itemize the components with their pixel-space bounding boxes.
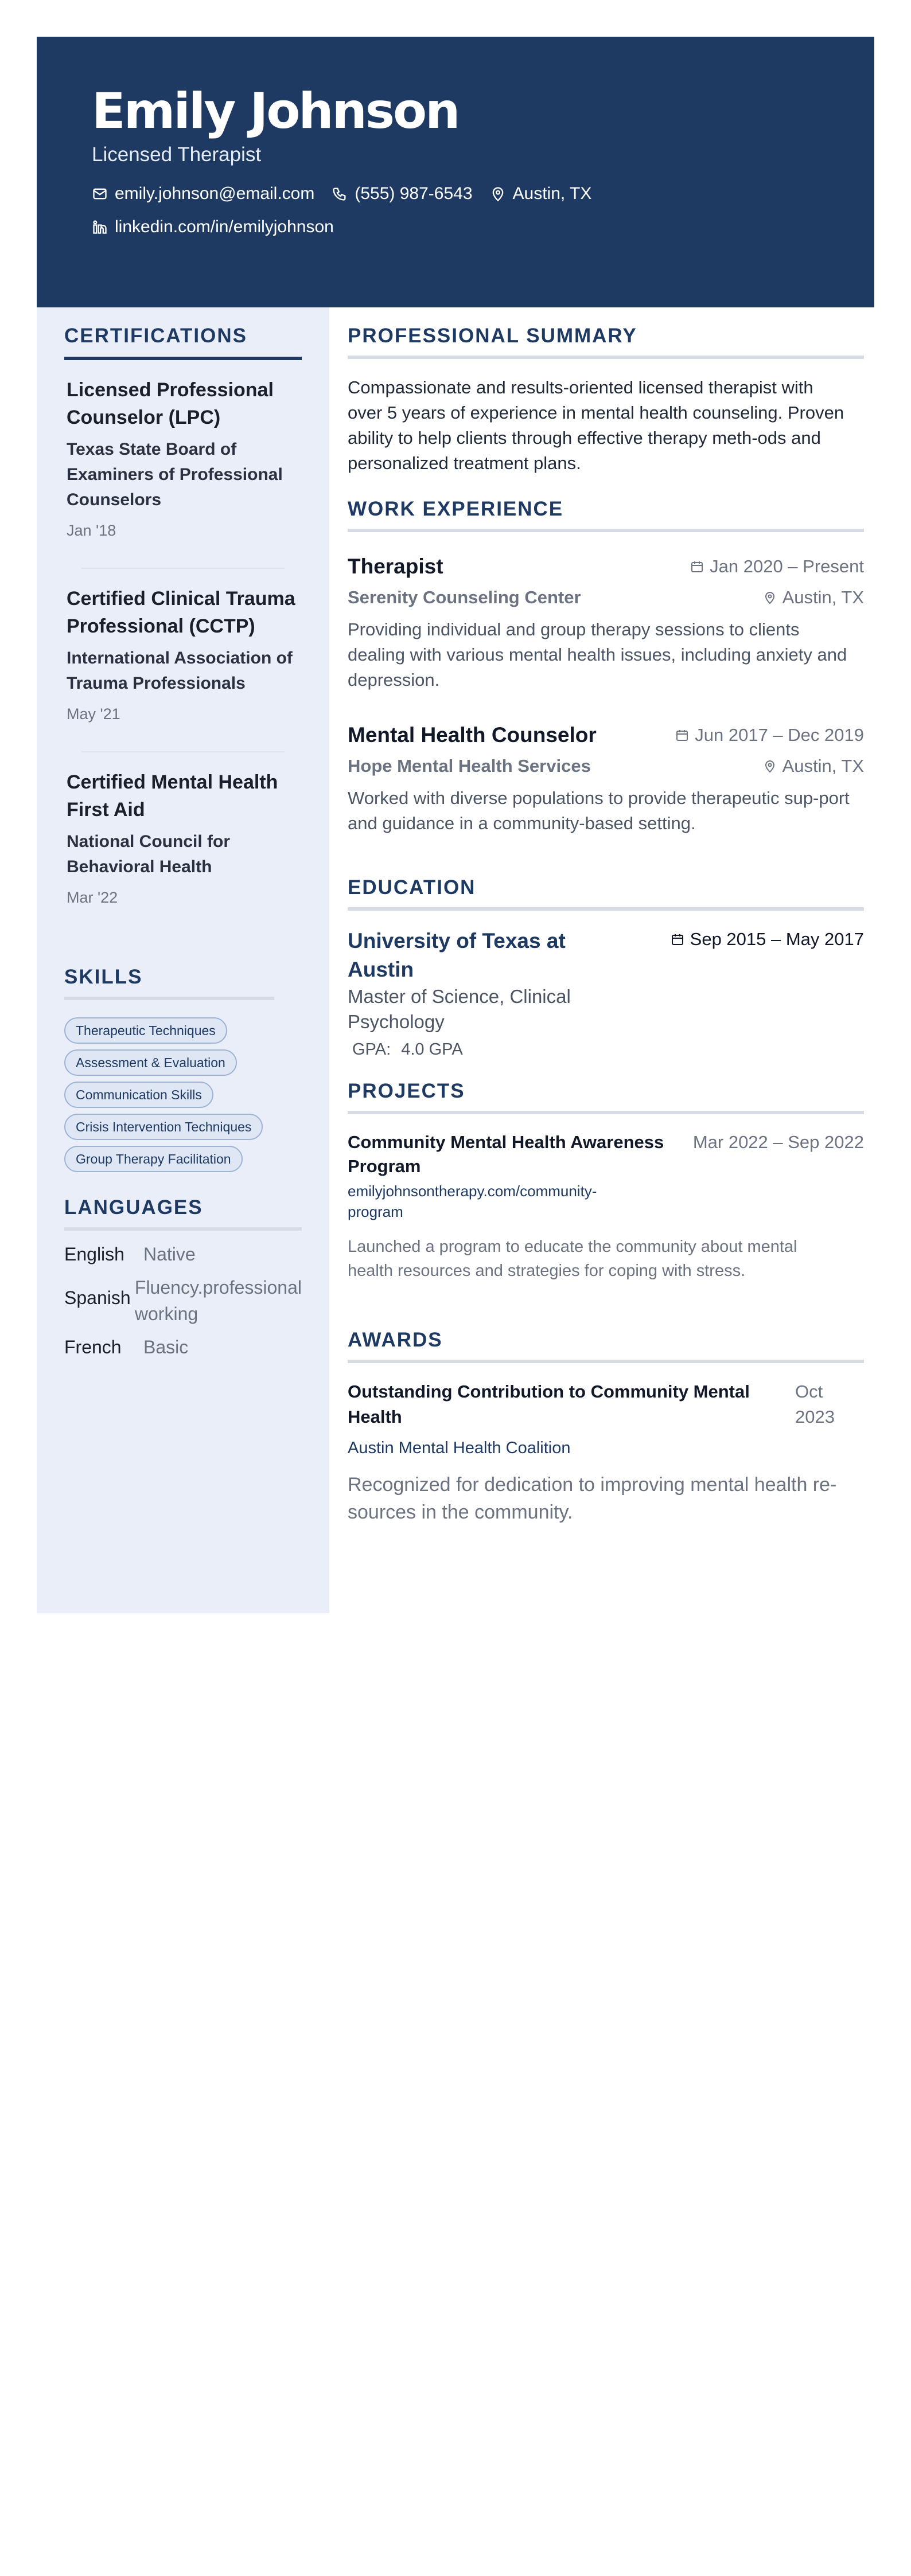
language-row [64, 1241, 302, 1267]
section-divider [348, 356, 864, 359]
language-level: Native [143, 1244, 196, 1264]
email-text: emily.johnson@email.com [115, 184, 315, 203]
resume-header [37, 37, 874, 307]
job-location [763, 756, 864, 776]
calendar-icon [690, 560, 704, 573]
certification-issuer: National Council for Behavioral Health [67, 832, 230, 876]
project-dates: Mar 2022 – Sep 2022 [692, 1132, 864, 1152]
gpa-value: 4.0 GPA [401, 1040, 463, 1059]
certification-name: Licensed Professional Counselor (LPC) [67, 379, 274, 428]
section-divider [348, 1360, 864, 1363]
language-row [64, 1274, 302, 1327]
map-pin-icon [490, 186, 506, 202]
job-location-text: Austin, TX [782, 587, 864, 607]
certification-item [64, 768, 302, 907]
location-text: Austin, TX [512, 184, 592, 203]
resume-page [37, 37, 874, 1613]
company-name: Hope Mental Health Services [348, 756, 591, 776]
job-description: Providing individual and group therapy sessions to clients dealing with various mental health issues, including anxiety and depression. [348, 619, 847, 690]
candidate-name: Emily Johnson [92, 83, 459, 140]
company-name: Serenity Counseling Center [348, 587, 581, 607]
award-description: Recognized for dedication to improving mental health re-sources in the community. [348, 1474, 837, 1523]
award-date: Oct 2023 [795, 1381, 835, 1427]
skills-list [64, 1017, 302, 1178]
awards-heading: AWARDS [348, 1329, 443, 1351]
section-divider [348, 1111, 864, 1114]
projects-heading: PROJECTS [348, 1080, 465, 1102]
skill-chip: Assessment & Evaluation [64, 1049, 237, 1076]
gpa-label: GPA: [352, 1040, 391, 1059]
education-dates [671, 929, 864, 950]
language-name: Spanish [64, 1287, 131, 1308]
job-entry [348, 553, 864, 693]
calendar-icon [675, 728, 689, 742]
project-name: Community Mental Health Awareness Program [348, 1132, 664, 1176]
linkedin-contact[interactable] [92, 216, 334, 239]
certification-name: Certified Mental Health First Aid [67, 771, 278, 821]
main-column [329, 307, 882, 1613]
certification-date: Jan '18 [67, 522, 116, 539]
certification-date: May '21 [67, 705, 120, 723]
job-dates-text: Jan 2020 – Present [710, 556, 864, 576]
resume-body [37, 307, 874, 1613]
calendar-icon [671, 932, 684, 946]
job-dates [675, 725, 864, 746]
project-entry [348, 1130, 864, 1222]
job-description: Worked with diverse populations to provide therapeutic sup-port and guidance in a community-based setting. [348, 788, 850, 833]
language-level: Fluency.professional working [134, 1277, 302, 1324]
language-level: Basic [143, 1337, 189, 1357]
education-entry [348, 927, 864, 1059]
mail-icon [92, 186, 108, 202]
education-dates-text: Sep 2015 – May 2017 [690, 929, 864, 949]
sidebar [37, 307, 329, 1613]
education-heading: EDUCATION [348, 876, 476, 899]
section-divider [348, 907, 864, 911]
summary-text: Compassionate and results-oriented licensed therapist with over 5 years of experience in mental health counseling. Proven ability to help clients through effective therapy meth-ods and personalized treatment plans. [348, 377, 844, 473]
email-contact[interactable] [92, 182, 314, 205]
certification-issuer: International Association of Trauma Professionals [67, 649, 293, 693]
project-description: Launched a program to educate the community about mental health resources and strategies for coping with stress. [348, 1238, 797, 1280]
job-entry [348, 721, 864, 836]
section-divider [64, 1227, 302, 1231]
certifications-heading: CERTIFICATIONS [64, 325, 248, 347]
language-name: French [64, 1337, 122, 1357]
skill-chip: Group Therapy Facilitation [64, 1146, 243, 1172]
skill-chip: Communication Skills [64, 1082, 213, 1108]
job-title: Mental Health Counselor [348, 723, 597, 747]
phone-contact[interactable] [332, 182, 472, 205]
location-contact [490, 182, 592, 205]
language-name: English [64, 1244, 124, 1264]
certification-name: Certified Clinical Trauma Professional (CCTP) [67, 588, 295, 637]
skill-chip: Crisis Intervention Techniques [64, 1114, 263, 1140]
candidate-role: Licensed Therapist [92, 143, 262, 166]
job-dates-text: Jun 2017 – Dec 2019 [695, 725, 864, 745]
gpa-line [352, 1040, 600, 1059]
summary-heading: PROFESSIONAL SUMMARY [348, 325, 637, 347]
certification-item [64, 376, 302, 540]
section-divider [348, 529, 864, 532]
item-divider [81, 568, 285, 569]
phone-icon [332, 186, 348, 202]
section-divider [64, 357, 302, 360]
phone-text: (555) 987-6543 [355, 184, 473, 203]
degree-name: Master of Science, Clinical Psychology [348, 986, 571, 1032]
skills-heading: SKILLS [64, 966, 143, 988]
school-name: University of Texas at Austin [348, 929, 566, 981]
certification-date: Mar '22 [67, 889, 118, 906]
linkedin-text: linkedin.com/in/emilyjohnson [115, 217, 334, 236]
certification-issuer: Texas State Board of Examiners of Professional Counselors [67, 440, 283, 509]
skill-chip: Therapeutic Techniques [64, 1017, 227, 1044]
job-location-text: Austin, TX [782, 756, 864, 776]
job-location [763, 587, 864, 608]
job-title: Therapist [348, 555, 443, 578]
map-pin-icon [763, 759, 777, 773]
languages-list [64, 1241, 302, 1360]
certification-item [64, 585, 302, 724]
award-organization: Austin Mental Health Coalition [348, 1439, 571, 1457]
languages-heading: LANGUAGES [64, 1196, 203, 1219]
award-name: Outstanding Contribution to Community Mental Health [348, 1381, 750, 1427]
map-pin-icon [763, 591, 777, 604]
contact-row [92, 182, 819, 205]
contact-row-2 [92, 216, 819, 239]
linkedin-icon [92, 219, 108, 235]
language-row [64, 1334, 302, 1360]
project-link[interactable]: emilyjohnsontherapy.com/community-program [348, 1182, 597, 1220]
item-divider [81, 751, 285, 752]
job-dates [690, 556, 864, 577]
section-divider [64, 997, 274, 1000]
experience-heading: WORK EXPERIENCE [348, 498, 564, 520]
award-entry [348, 1379, 864, 1430]
